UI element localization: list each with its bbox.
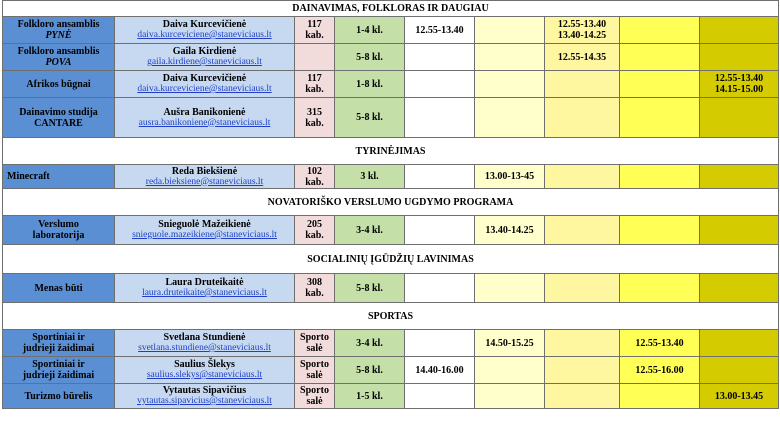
grade-cell: 1-5 kl.: [335, 384, 405, 409]
room-cell: [295, 357, 335, 384]
day-4-cell: [620, 384, 700, 409]
grade-cell: 3-4 kl.: [335, 216, 405, 245]
table-row: [3, 17, 779, 44]
table-row: [3, 44, 779, 71]
day-3-cell: [545, 165, 620, 189]
teacher-name: Daiva Kurcevičienė: [162, 73, 247, 84]
ensemble-name: CANTARE: [34, 117, 83, 129]
day-4-cell: [620, 98, 700, 138]
teacher-name: Laura Druteikaitė: [165, 277, 244, 288]
teacher-cell: [115, 165, 295, 189]
room-unit: kab.: [305, 30, 324, 41]
day-4-cell: [620, 17, 700, 44]
day-5-cell: [700, 165, 779, 189]
teacher-email-link[interactable]: ausra.banikoniene@staneviciaus.lt: [138, 117, 271, 128]
day-2-cell: [475, 44, 545, 71]
time-slot: 12.55-13.40: [714, 73, 764, 84]
grade-cell: 5-8 kl.: [335, 357, 405, 384]
day-2-cell: 13.40-14.25: [475, 216, 545, 245]
activity-name: Dainavimo studija: [19, 106, 98, 118]
day-4-cell: 12.55-13.40: [620, 330, 700, 357]
grade-cell: 3-4 kl.: [335, 330, 405, 357]
day-1-cell: [405, 165, 475, 189]
teacher-cell: [115, 44, 295, 71]
teacher-name: Svetlana Stundienė: [163, 332, 246, 343]
grade-cell: 5-8 kl.: [335, 274, 405, 303]
activity-cell: [3, 71, 115, 98]
table-row: [3, 216, 779, 245]
room-cell: [295, 44, 335, 71]
section-title-tyrinejimas: TYRINĖJIMAS: [3, 138, 779, 165]
room-number: Sporto: [300, 359, 329, 370]
room-number: 117: [307, 73, 322, 84]
day-4-cell: 12.55-16.00: [620, 357, 700, 384]
grade-cell: 1-8 kl.: [335, 71, 405, 98]
teacher-cell: [115, 17, 295, 44]
teacher-email-link[interactable]: snieguole.mazeikiene@staneviciaus.lt: [132, 230, 277, 240]
teacher-email-link[interactable]: saulius.slekys@staneviciaus.lt: [146, 370, 263, 380]
room-unit: kab.: [305, 176, 324, 188]
day-2-cell: 13.00-13-45: [475, 165, 545, 189]
day-5-cell: [700, 17, 779, 44]
room-number: 117: [307, 19, 322, 30]
day-1-cell: 12.55-13.40: [405, 17, 475, 44]
room-unit: kab.: [305, 84, 324, 95]
table-row: [3, 274, 779, 303]
day-5-cell: [700, 330, 779, 357]
activity-name-line-2: laboratorija: [32, 230, 85, 241]
activity-cell: [3, 357, 115, 384]
time-slot: 14.15-15.00: [714, 84, 764, 95]
teacher-cell: [115, 384, 295, 409]
teacher-cell: [115, 330, 295, 357]
teacher-name: Gaila Kirdienė: [172, 46, 237, 57]
activity-name: Verslumo: [38, 219, 79, 230]
day-1-cell: [405, 98, 475, 138]
teacher-email-link[interactable]: laura.druteikaite@staneviciaus.lt: [142, 288, 267, 298]
day-2-cell: [475, 17, 545, 44]
teacher-email-link[interactable]: vytautas.sipavicius@staneviciaus.lt: [137, 396, 272, 406]
activity-cell: [3, 165, 115, 189]
teacher-name: Reda Biekšienė: [171, 165, 238, 177]
teacher-cell: [115, 357, 295, 384]
room-number: 315: [307, 106, 322, 118]
day-5-cell: [700, 274, 779, 303]
teacher-name: Saulius Šlekys: [174, 359, 235, 370]
activity-cell: [3, 330, 115, 357]
activity-cell: [3, 384, 115, 409]
section-row: [3, 1, 779, 17]
day-3-cell: [545, 274, 620, 303]
section-title-socialiniu: SOCIALINIŲ ĮGŪDŽIŲ LAVINIMAS: [3, 245, 779, 274]
grade-cell: 3 kl.: [335, 165, 405, 189]
day-5-cell: [700, 44, 779, 71]
day-4-cell: [620, 274, 700, 303]
teacher-email-link[interactable]: svetlana.stundiene@staneviciaus.lt: [138, 343, 271, 353]
room-number: 102: [307, 165, 322, 177]
table-row: [3, 165, 779, 189]
room-cell: [295, 216, 335, 245]
day-2-cell: 14.50-15.25: [475, 330, 545, 357]
table-row: [3, 71, 779, 98]
activity-cell: [3, 274, 115, 303]
teacher-cell: [115, 274, 295, 303]
day-2-cell: [475, 357, 545, 384]
day-1-cell: [405, 44, 475, 71]
room-cell: [295, 71, 335, 98]
activity-name: Sportiniai ir: [32, 332, 85, 343]
room-unit: salė: [306, 370, 323, 381]
room-cell: [295, 330, 335, 357]
room-cell: [295, 98, 335, 138]
table-row: [3, 330, 779, 357]
day-3-cell: [545, 17, 620, 44]
grade-cell: 1-4 kl.: [335, 17, 405, 44]
teacher-name: Daiva Kurcevičienė: [162, 19, 247, 30]
room-number: Sporto: [300, 385, 329, 396]
day-4-cell: [620, 165, 700, 189]
section-row: [3, 245, 779, 274]
room-unit: kab.: [305, 230, 324, 241]
activity-name: Sportiniai ir: [32, 359, 85, 370]
day-1-cell: [405, 71, 475, 98]
room-cell: [295, 384, 335, 409]
section-title-sportas: SPORTAS: [3, 303, 779, 330]
table-row: [3, 357, 779, 384]
activity-schedule-table: [2, 0, 779, 409]
day-1-cell: [405, 384, 475, 409]
day-4-cell: [620, 216, 700, 245]
day-4-cell: [620, 71, 700, 98]
day-2-cell: [475, 384, 545, 409]
day-5-cell: 13.00-13.45: [700, 384, 779, 409]
day-3-cell: [545, 216, 620, 245]
teacher-name: Vytautas Sipavičius: [162, 385, 247, 396]
table-row: [3, 98, 779, 138]
activity-cell: [3, 17, 115, 44]
day-4-cell: [620, 44, 700, 71]
time-slot: 13.40-14.25: [557, 30, 607, 41]
room-unit: salė: [306, 396, 323, 407]
day-1-cell: [405, 274, 475, 303]
day-5-cell: [700, 357, 779, 384]
teacher-cell: [115, 98, 295, 138]
activity-name: Minecraft: [7, 171, 50, 182]
section-row: [3, 138, 779, 165]
day-2-cell: [475, 98, 545, 138]
teacher-name: Snieguolė Mažeikienė: [158, 219, 251, 230]
activity-cell: [3, 44, 115, 71]
teacher-email-link[interactable]: gaila.kirdiene@staneviciaus.lt: [147, 57, 262, 67]
teacher-email-link[interactable]: reda.bieksiene@staneviciaus.lt: [145, 176, 264, 187]
day-5-cell: [700, 216, 779, 245]
section-title-novatoriska: NOVATORIŠKO VERSLUMO UGDYMO PROGRAMA: [3, 189, 779, 216]
section-row: [3, 303, 779, 330]
day-5-cell: [700, 71, 779, 98]
grade-cell: 5-8 kl.: [335, 98, 405, 138]
activity-name-line-2: judrieji žaidimai: [22, 343, 95, 354]
activity-name-line-2: judrieji žaidimai: [22, 370, 95, 381]
activity-name: Turizmo būrelis: [24, 390, 93, 402]
room-number: 205: [307, 219, 322, 230]
activity-name: Folkloro ansamblis: [17, 46, 100, 57]
room-cell: [295, 274, 335, 303]
time-slot: 12.55-13.40: [557, 19, 607, 30]
teacher-cell: [115, 216, 295, 245]
table-row: [3, 384, 779, 409]
day-3-cell: [545, 71, 620, 98]
day-2-cell: [475, 274, 545, 303]
room-unit: kab.: [305, 288, 324, 299]
room-number: 308: [307, 277, 322, 288]
day-3-cell: [545, 330, 620, 357]
room-cell: [295, 17, 335, 44]
section-title-dainavimas: DAINAVIMAS, FOLKLORAS IR DAUGIAU: [3, 1, 779, 17]
room-unit: salė: [306, 343, 323, 354]
grade-cell: 5-8 kl.: [335, 44, 405, 71]
activity-name: Menas būti: [34, 282, 83, 294]
day-5-cell: [700, 98, 779, 138]
ensemble-name: PYNĖ: [45, 30, 72, 41]
activity-name: Afrikos būgnai: [26, 78, 91, 90]
day-1-cell: [405, 216, 475, 245]
day-3-cell: [545, 357, 620, 384]
day-3-cell: [545, 98, 620, 138]
room-cell: [295, 165, 335, 189]
room-unit: kab.: [305, 117, 324, 129]
teacher-email-link[interactable]: daiva.kurceviciene@staneviciaus.lt: [137, 30, 272, 40]
room-number: Sporto: [300, 332, 329, 343]
teacher-name: Aušra Banikonienė: [163, 106, 246, 118]
day-1-cell: 14.40-16.00: [405, 357, 475, 384]
teacher-cell: [115, 71, 295, 98]
section-row: [3, 189, 779, 216]
day-2-cell: [475, 71, 545, 98]
activity-cell: [3, 98, 115, 138]
day-1-cell: [405, 330, 475, 357]
teacher-email-link[interactable]: daiva.kurceviciene@staneviciaus.lt: [137, 84, 272, 94]
activity-cell: [3, 216, 115, 245]
activity-name: Folkloro ansamblis: [17, 19, 100, 30]
day-3-cell: 12.55-14.35: [545, 44, 620, 71]
day-3-cell: [545, 384, 620, 409]
ensemble-name: POVA: [45, 57, 72, 68]
